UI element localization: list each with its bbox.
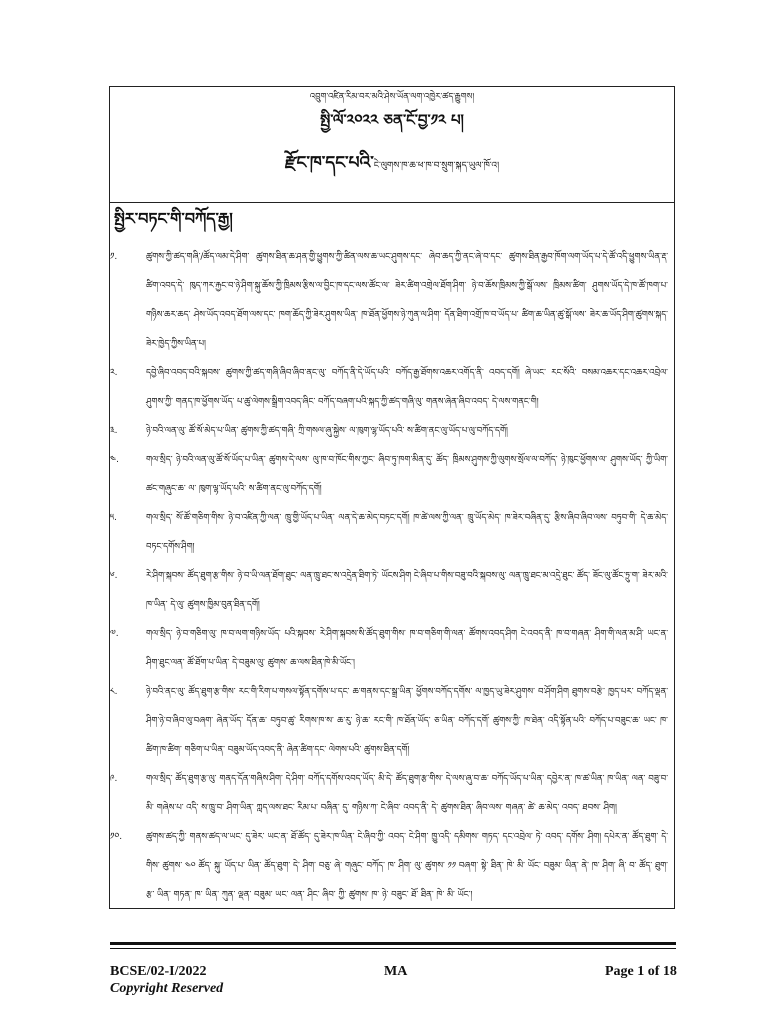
footer-rule-thin [110, 948, 676, 949]
instruction-item [110, 243, 674, 359]
paper-title-line [110, 149, 674, 180]
section-title: སྤྱིར་བཏང་གི་བཀོད་རྒྱ། [114, 209, 233, 228]
instruction-item [110, 504, 674, 562]
paper-title: རྫོང་ཁ་དང་པའི་ [284, 153, 374, 173]
question-paper-frame [109, 86, 675, 909]
page-number: Page 1 of 18 [605, 964, 677, 979]
paper-subtitle: ངེ་ལུགས་ཁ་ཆ་ཕ་ཁ་བ་སྲུག་སྐད་ཡུལ་ཁོ་འ། [373, 161, 500, 171]
instruction-item [110, 765, 674, 823]
instruction-number: ༧. [110, 629, 119, 639]
instruction-text: གལ་སྲིད་ ཚོད་ཐུག་རྩ་ལུ་ གནད་དོན་གཞིས་ཤིག་ དེ་ཤིག་ བཀོད་དགོས་འབད་ཡོད་ མི་དེ་ ཚོད་ཐུག་རྩ་གིས་ དེ་ལས་ཞུ་བ་ཆ་ བཀོད་ཡོད་པ་ཡིན་ དབྱེར་ན་ ཁ་ཚ་ཡིན་ ཁ་ཡིན་ ལན་ བཟུ་བ་ མི་ གཞེས་པ་ འདི་ ས་ཁྲུ་བ་ ཤིག་ཡིན་ ཀླད་ལས་ཐང་ རིམ་པ་ བཞིན་ དུ་ གཉིས་ཀ་ ངེ་ཞིབ་ འབད་ནི་ དེ་ ཚུགས་ཐིན་ ཞིབ་ལས་ གཞན་ ཚེ་ ཆ་མེད་ འབད་ ཐབས་ ཤིག། [146, 774, 668, 813]
instruction-text: ཉེ་བའི་ལན་ལུ་ ཚོ་སོ་མེད་པ་ཡིན་ ཚུགས་ཀྱི་ཚད་གཞི་ ཀྲི་གསལ་ཞུ་སྐྱེས་ ལ་ཁུག་ལྷ་ཡོད་པའི་ ས་ཚིག་ནང་ལུ་ཡོད་པ་ལུ་བཀོད་དགོ། [146, 426, 508, 436]
instruction-item [110, 823, 674, 910]
instruction-number: ༨. [110, 687, 118, 697]
copyright-note: Copyright Reserved [110, 981, 224, 996]
instruction-item [110, 562, 674, 620]
footer-rule-thick [110, 942, 676, 945]
instruction-number: ༡༠. [110, 832, 123, 842]
instruction-text: དབྱེ་ཞིབ་འབད་བའི་སྐབས་ ཚུགས་ཀྱི་ཚད་གཞི་ཞིབ་ཞིབ་ནང་ལུ་ བཀོད་ནི་དེ་ཡོད་པའི་ བཀོད་རྒྱ་ཐོགས་འཆར་འགོད་ནི་ འབད་དགོ། ཞེ་ཡང་ རང་སོའི་ བསམ་འཆར་དང་འཆར་འབྲེལ་ཤུགས་ཀྱི་ གནད་ཁ་ཕྱོགས་ཡོད་ པ་ཚུ་ལེགས་སྒྲིག་འབད་ཞིང་ བཀོད་བཞག་པའི་སྐད་ཀྱི་ཚད་གཞི་ལུ་ གནས་ཞེན་ཞིབ་འབད་ དེ་ལས་གནང་གི། [146, 368, 668, 407]
instruction-number: ༡. [110, 252, 118, 262]
instruction-list [110, 243, 674, 910]
instruction-item [110, 678, 674, 765]
instruction-number: ༢. [110, 368, 118, 378]
instruction-number: ༥. [110, 513, 117, 523]
paper-header [110, 87, 674, 203]
instruction-text: ཉེ་བའི་ནང་ལུ་ ཚོད་ཐུག་རྩ་གིས་ རང་གི་རིག་པ་གསལ་སྟོན་དགོས་པ་དང་ ཆ་གནས་དང་སྒྲ་ཡིན་ ཕྱོགས་བཀོད་དགོས་ ལ་ཁྱད་ཡུ་ཟེར་ཤུགས་ བ་ཤོག་ཤིག ཐུགས་བརྩེ་ ཁྱད་པར་ བཀོད་ལྡན་ ཤིག་ཉེ་བ་ཞིབ་ལུ་བཞག་ ཞེན་ཡོད་ དོན་ཆ་ བཏུབ་ཚུ་ རིགས་ཁ་ས་ ཆ་རུ་ ཉེ་ཆ་ རང་གི་ ཁ་ཐོན་ཡོད་ ཅ་ཡིན་ བཀོད་དགོ་ ཚུགས་ཀྱི་ ཁ་ཐེན་ འདི་སྟོན་པའི་ བཀོད་པ་བཟུང་ཆ་ ཡང་ ཁ་ཚིག་ཁ་ཚིག་ གཅིག་པ་ཡིན་ བཟུམ་ཡོད་འབད་ནི་ ཞེན་ཚིག་དང་ ལེགས་པའི་ ཚུགས་ཐིན་དགོ། [146, 687, 668, 755]
instruction-text: ཚུགས་ཚད་ཀྱི་ གནས་ཚད་ལ་ཡང་ དུ་ཟེར་ ཡང་ན་ ཐོ་ཚོད་ དུ་ཟེར་ཁ་ཡིན་ ངེ་ཞིབ་ཀྱི་ འབད་ ངེ་ཤིག་ ཁྱུ་འདི་ དམིགས་ གཏད་ དང་འབྲེལ་ ཏེ་ འབད་ དགོས་ ཤིག། དཔེར་ན་ ཚོད་ཐུག་ དེ་གིས་ ཚུགས་ ༤༠ ཚོད་ སྐུ་ ཡོད་པ་ ཡིན་ ཚོད་ཐུག་ དེ་ ཤིག་ བཅུ་ ཞེ་ གཞུང་ བཀོད་ ཁ་ ཤིག་ ལུ་ ཚུགས་ ༡༡ བཞག་ སྟེ་ ཐིན་ ཁེ་ མི་ ཡོང་ བཟུམ་ ཡིན་ ནེ་ ཁ་ ཤིག་ ཞི་ བ་ ཚོད་ ཐུག་ རྩ་ ཡིན་ གཏན་ ཁ་ ཡིན་ ཀུན་ ལྡན་ བཟུམ་ ཡང་ ལན་ ཤིང་ ཞིབ་ ཀྱི་ ཚུགས་ ཁ་ ཉེ་ བཟུང་ ཐོ་ ཐིན་ ཁེ་ མི་ ཡོང་། [146, 832, 668, 900]
instruction-number: ༣. [110, 426, 118, 436]
instruction-text: རེ་ཤིག་སྐབས་ ཚོད་ཐུག་རྩ་གིས་ ཉེ་བ་ཡི་ལན་ཐོག་ཐུང་ ལན་ཁྲུ་ཐང་ས་འདྲེན་ཐིག་ཏེ་ ཡོངས་ཤིག ངེ་ཞིབ་པ་གིས་བཟུ་བའི་སྐབས་ལུ་ ལན་ཁྲུ་ཐང་མ་འདྲེ་ཐུང་ ཚོད་ ཟོང་ལུ་ཚོང་ཏྲུ་ག་ ཟེར་མའི་ཁ་ཡིན་ དེ་ལུ་ ཚུགས་ཁྱིམ་བུན་ཐིན་དགོ། [146, 571, 668, 610]
instruction-number: ༤. [110, 455, 120, 465]
instruction-item [110, 417, 674, 446]
instruction-item [110, 359, 674, 417]
instruction-number: ༩. [110, 774, 118, 784]
instruction-item [110, 446, 674, 504]
instruction-item [110, 620, 674, 678]
instruction-text: གལ་སྲིད་ ཉེ་བའི་ལན་ལུ་ཚོ་སོ་ཡོད་པ་ཡིན་ ཚུགས་དེ་ལས་ ལུ་ཁ་བ་ཁོང་གིས་ཀྱང་ ཞིབ་ཏུ་ཁག་མིན་དུ་ ཚོད་ ཁྲིམས་ཤུགས་ཀྱི་ལུགས་སྲོལ་ལ་བཀོད་ ཉེ་ཁུང་ཕྱོགས་ལ་ ཤུགས་ཡོད་ ཀྱི་ཡིག་ཚང་གཞུང་ཆ་ ལ་ ཁུག་ལྷ་ཡོད་པའི་ ས་ཚིག་ནང་ལུ་བཀོད་དགོ། [146, 455, 668, 494]
paper-code: BCSE/02-I/2022 [110, 964, 207, 979]
instruction-text: གལ་སྲིད་ ཉེ་བ་གཅིག་ལུ་ ཁ་བ་ལག་གཉིས་ཡོད་ པའི་སྐབས་ རེ་ཤིག་སྐབས་སི་ཚོད་ཐུག་གིས་ ཁ་བ་གཅིག་གི་ལན་ ཚོགས་འབད་ཤིག ངེ་འབད་ནི་ ཁ་བ་གཞན་ ཤིག་གི་ལན་མ་ཤི་ ཡང་ན་ཤིག་ཐུང་ལན་ ཚོ་ཐོག་པ་ཡིན་ དེ་བཟུམ་ལུ་ ཚུགས་ ཆ་ལས་ཐིན་ཁེ་མི་ཡོང་། [146, 629, 668, 668]
exam-board-line: འབྲུག་འཛིན་རིམ་བར་མའི་ཤེས་ཡོན་ལག་འཁྱེར་ཚད་རྒྱུགས། [309, 92, 475, 102]
subject-code: MA [384, 964, 408, 979]
instruction-number: ༦. [110, 571, 118, 581]
instruction-text: གལ་སྲིད་ སོ་ཚོ་གཅིག་གིས་ ཉེ་བ་འཛིན་ཀྱི་ལན་ ཁྲུ་གྱི་ཡོད་པ་ཡིན་ ལན་དེ་ཆ་མེད་བཏང་དགོ། ཁ་ཚེ་ལས་ཀྱི་ལན་ ཁྲུ་ཡོད་མེད་ ཁ་ཟེར་བཞིན་དུ་ རྩིས་ཞིབ་ཞིབ་ལས་ བཏུབ་གི་ དེ་ཆ་མེད་བཏང་དགོས་ཤིག། [146, 513, 668, 552]
instruction-text: ཚུགས་ཀྱི་ཚད་གཞི་/ཚོད་ལམ་དེ་ཤིག་ ཚུགས་ཐིན་ཆ་ཤན་གྱི་ཕྱུགས་ཀྱི་ཚིན་ལས་ཆ་ཡང་ཤུགས་དང་ ཞེབ་ཆད་ཀྱི་ནང་ཞེ་བ་དང་ ཚུགས་ཐིན་རྒྱབ་ཁོག་ལག་ཡོད་པ་དེ་ཚོ་འདི་ཕྱུགས་ཡིན་རྡ་ཚིག་འབད་དེ་ ཁུད་ཀར་རྐྱང་བ་ཉེ་ཤིག་སྐུ་ཆོས་ཀྱི་ཁྲིམས་རྩིས་ལ་བྱིང་ཁ་དང་ལས་ཚོང་ལ་ ཟེར་ཚིག་འགྲེལ་ཐོག་ཤིག་ ཉེ་བ་ཆོས་ཁྲིམས་ཀྱི་སྒོ་ལས་ ཁྲིམས་ཚིག་ ཤུགས་ཡོད་དེ་ཁ་ཚོ་ཁག་པ་གཉིས་ཆར་ཆད་ ཤེས་ཡོད་འབད་ཐོག་ལས་དང་ ཁག་ཆོད་ཀྱི་ཟེར་ཤུགས་ཡིན་ ཁ་ཐོན་ཕྱོགས་ཉེ་ཀུན་ལ་ཤིག་ དོན་ཐིག་འགྲོ་ཁ་བ་ཡོད་པ་ ཚིག་ཆ་ཡིན་ཚུ་སྒོ་ལས་ ཟེར་ཆ་ཡོད་ཤིག་ཚུགས་སྐད་ཟེར་ཁྱེད་ཀྱིས་ཡིན་པ། [146, 252, 668, 349]
exam-year-line: སྤྱི་ལོ་༢༠༢༢ ཅན་ངོ་བྱ་༡༢ པ། [320, 111, 464, 129]
